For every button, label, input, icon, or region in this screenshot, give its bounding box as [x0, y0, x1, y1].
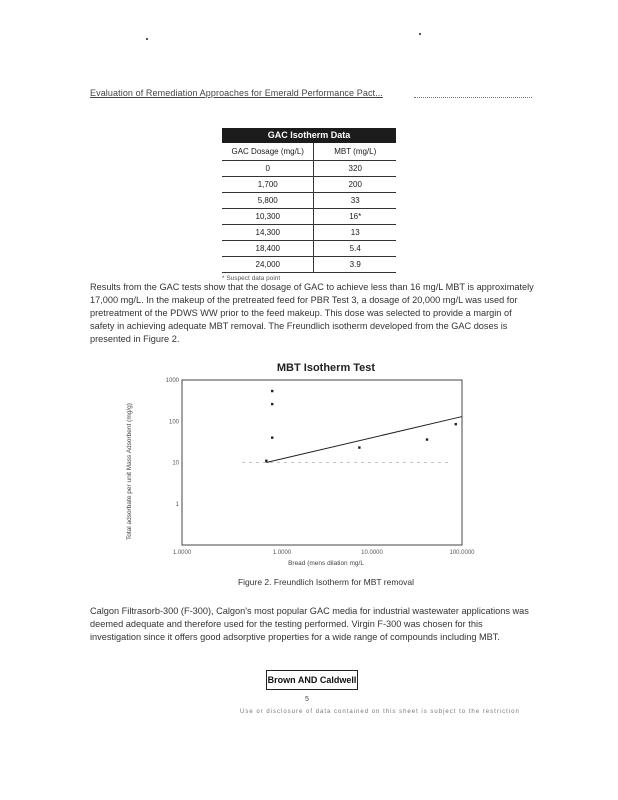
table-cell-dosage: 24,000 — [222, 257, 314, 272]
y-tick-label: 1000 — [165, 378, 179, 384]
media-paragraph: Calgon Filtrasorb-300 (F-300), Calgon's most popular GAC media for industrial wastewater applications was deemed adequate and therefore used for the testing performed. Virgin F-300 was chosen for this investigation since it offers good adsorptive properties for a wide range of compounds including MBT. — [90, 606, 529, 642]
data-point — [455, 423, 457, 425]
table-cell-dosage: 5,800 — [222, 193, 314, 208]
table-cell-mbt: 3.9 — [349, 260, 361, 269]
table-cell-dosage: 1,700 — [222, 177, 314, 192]
table-col-dosage: GAC Dosage (mg/L) — [222, 143, 314, 160]
chart-y-axis-label: Total adsorbate per unit Mass Adsorbent (mg/g) — [126, 403, 133, 540]
table-cell-dosage: 18,400 — [222, 241, 314, 256]
brown-and-caldwell-logo: Brown AND Caldwell — [266, 670, 358, 690]
data-point — [265, 460, 267, 462]
results-paragraph: Results from the GAC tests show that the dosage of GAC to achieve less than 16 mg/L MBT is approximately 17,000 mg/L. In the makeup of the pretreated feed for PBR Test 3, a dosage of 20,000 mg/L was used for pretreatment of the PDWS WW prior to the feed makeup. This dose was selected to provide a margin of safety in achieving adequate MBT removal. The Freundlich isotherm developed from the GAC doses is presented in Figure 2. — [90, 282, 534, 344]
chart-title: MBT Isotherm Test — [276, 362, 376, 374]
table-footnote: * Suspect data point — [222, 275, 281, 282]
table-cell-mbt: 33 — [350, 196, 360, 205]
chart-x-axis-label: Bread (mens dilation mg/L — [288, 560, 364, 567]
table-cell-mbt: 320 — [348, 164, 362, 173]
y-tick-label: 10 — [172, 460, 179, 467]
table-cell-dosage: 10,300 — [222, 209, 314, 224]
data-point — [271, 403, 273, 405]
data-point — [271, 436, 273, 438]
x-tick-label: 1.0000 — [172, 550, 192, 556]
table-banner: GAC Isotherm Data — [222, 128, 396, 143]
table-cell-dosage: 14,300 — [222, 225, 314, 240]
y-tick-label: 100 — [168, 419, 179, 426]
table-cell-mbt: 5.4 — [349, 244, 361, 253]
isotherm-fit-line — [266, 417, 462, 463]
table-cell-mbt: 13 — [350, 228, 360, 237]
table-cell-mbt: 200 — [348, 180, 362, 189]
table-col-mbt: MBT (mg/L) — [334, 147, 377, 156]
y-tick-label: 1 — [175, 501, 179, 508]
x-tick-label: 100.0000 — [449, 550, 475, 556]
x-tick-label: 10.0000 — [361, 550, 383, 556]
page-header: Evaluation of Remediation Approaches for Emerald Performance Pact... — [90, 88, 383, 98]
data-point — [271, 390, 273, 392]
page-number: 5 — [305, 696, 309, 703]
page-footer: Use or disclosure of data contained on this sheet is subject to the restriction — [240, 709, 520, 715]
table-cell-mbt: 16* — [349, 212, 362, 221]
x-tick-label: 1.0000 — [272, 550, 292, 556]
data-point — [426, 438, 428, 440]
figure-caption: Figure 2. Freundlich Isotherm for MBT removal — [237, 577, 415, 587]
data-point — [358, 446, 360, 448]
table-cell-dosage: 0 — [222, 161, 314, 176]
